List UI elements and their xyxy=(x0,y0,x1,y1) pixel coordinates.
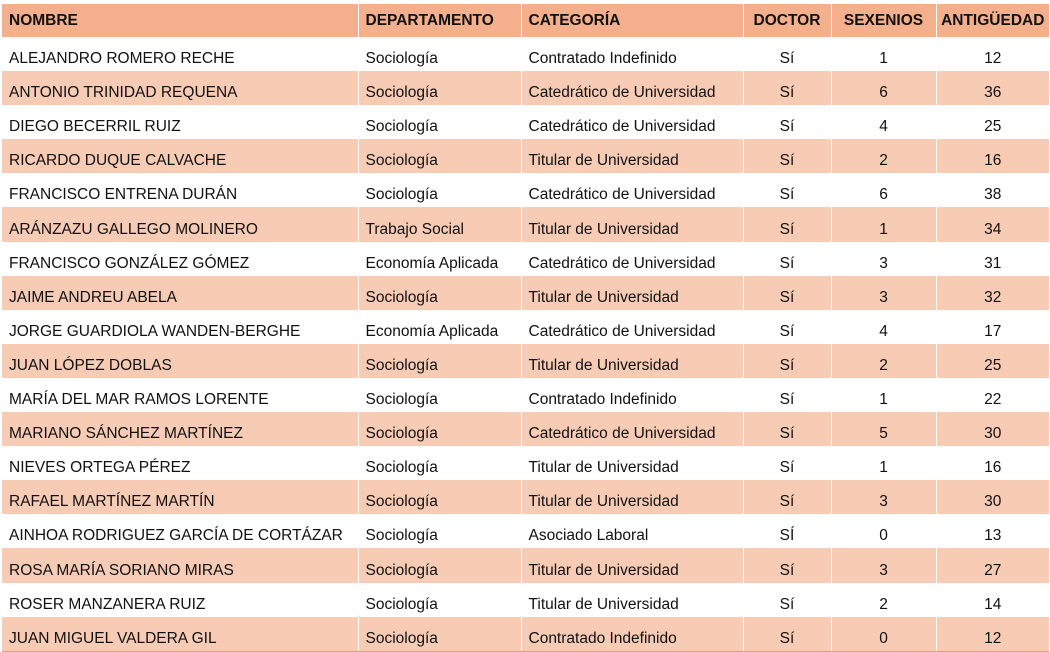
cell-categoria: Catedrático de Universidad xyxy=(521,310,743,344)
cell-categoria: Titular de Universidad xyxy=(521,276,743,310)
cell-sexenios: 5 xyxy=(831,412,936,446)
faculty-table xyxy=(2,4,1049,652)
cell-categoria: Catedrático de Universidad xyxy=(521,173,743,207)
table-body xyxy=(2,37,1049,651)
cell-sexenios: 6 xyxy=(831,71,936,105)
cell-sexenios: 3 xyxy=(831,548,936,582)
cell-sexenios: 3 xyxy=(831,480,936,514)
cell-nombre: AINHOA RODRIGUEZ GARCÍA DE CORTÁZAR xyxy=(2,514,358,548)
cell-categoria: Catedrático de Universidad xyxy=(521,412,743,446)
table-row xyxy=(2,207,1049,241)
table-row xyxy=(2,310,1049,344)
table-row xyxy=(2,514,1049,548)
cell-categoria: Catedrático de Universidad xyxy=(521,242,743,276)
cell-antiguedad: 14 xyxy=(936,583,1049,617)
cell-categoria: Titular de Universidad xyxy=(521,583,743,617)
cell-nombre: JORGE GUARDIOLA WANDEN-BERGHE xyxy=(2,310,358,344)
cell-departamento: Sociología xyxy=(358,71,521,105)
table-row xyxy=(2,344,1049,378)
cell-sexenios: 1 xyxy=(831,207,936,241)
cell-sexenios: 4 xyxy=(831,105,936,139)
cell-doctor: Sí xyxy=(743,37,831,71)
cell-departamento: Sociología xyxy=(358,139,521,173)
cell-sexenios: 3 xyxy=(831,276,936,310)
table-row xyxy=(2,242,1049,276)
cell-sexenios: 6 xyxy=(831,173,936,207)
cell-doctor: Sí xyxy=(743,583,831,617)
cell-sexenios: 4 xyxy=(831,310,936,344)
cell-nombre: ROSER MANZANERA RUIZ xyxy=(2,583,358,617)
cell-departamento: Sociología xyxy=(358,446,521,480)
cell-antiguedad: 12 xyxy=(936,617,1049,652)
cell-nombre: DIEGO BECERRIL RUIZ xyxy=(2,105,358,139)
cell-sexenios: 3 xyxy=(831,242,936,276)
cell-antiguedad: 13 xyxy=(936,514,1049,548)
cell-sexenios: 1 xyxy=(831,378,936,412)
cell-categoria: Asociado Laboral xyxy=(521,514,743,548)
cell-nombre: NIEVES ORTEGA PÉREZ xyxy=(2,446,358,480)
cell-categoria: Titular de Universidad xyxy=(521,139,743,173)
cell-doctor: Sí xyxy=(743,173,831,207)
cell-categoria: Contratado Indefinido xyxy=(521,617,743,652)
cell-nombre: RICARDO DUQUE CALVACHE xyxy=(2,139,358,173)
cell-nombre: MARÍA DEL MAR RAMOS LORENTE xyxy=(2,378,358,412)
cell-doctor: Sí xyxy=(743,344,831,378)
table-row xyxy=(2,446,1049,480)
cell-nombre: FRANCISCO GONZÁLEZ GÓMEZ xyxy=(2,242,358,276)
cell-categoria: Contratado Indefinido xyxy=(521,37,743,71)
cell-nombre: ROSA MARÍA SORIANO MIRAS xyxy=(2,548,358,582)
header-doctor: DOCTOR xyxy=(743,4,831,37)
table-row xyxy=(2,173,1049,207)
cell-doctor: Sí xyxy=(743,617,831,652)
cell-doctor: Sí xyxy=(743,105,831,139)
table-row xyxy=(2,378,1049,412)
cell-departamento: Sociología xyxy=(358,173,521,207)
cell-nombre: FRANCISCO ENTRENA DURÁN xyxy=(2,173,358,207)
header-departamento: DEPARTAMENTO xyxy=(358,4,521,37)
cell-sexenios: 2 xyxy=(831,344,936,378)
cell-departamento: Sociología xyxy=(358,548,521,582)
cell-departamento: Trabajo Social xyxy=(358,207,521,241)
cell-antiguedad: 25 xyxy=(936,105,1049,139)
header-categoria: CATEGORÍA xyxy=(521,4,743,37)
cell-departamento: Sociología xyxy=(358,378,521,412)
cell-sexenios: 2 xyxy=(831,583,936,617)
cell-doctor: Sí xyxy=(743,71,831,105)
cell-nombre: MARIANO SÁNCHEZ MARTÍNEZ xyxy=(2,412,358,446)
cell-doctor: Sí xyxy=(743,446,831,480)
cell-doctor: Sí xyxy=(743,276,831,310)
cell-doctor: Sí xyxy=(743,480,831,514)
table-row xyxy=(2,617,1049,652)
cell-antiguedad: 34 xyxy=(936,207,1049,241)
cell-departamento: Sociología xyxy=(358,37,521,71)
cell-sexenios: 1 xyxy=(831,37,936,71)
cell-doctor: Sí xyxy=(743,139,831,173)
cell-sexenios: 1 xyxy=(831,446,936,480)
cell-nombre: JAIME ANDREU ABELA xyxy=(2,276,358,310)
cell-departamento: Economía Aplicada xyxy=(358,242,521,276)
cell-departamento: Sociología xyxy=(358,583,521,617)
cell-nombre: ALEJANDRO ROMERO RECHE xyxy=(2,37,358,71)
cell-antiguedad: 30 xyxy=(936,412,1049,446)
cell-departamento: Sociología xyxy=(358,480,521,514)
cell-antiguedad: 12 xyxy=(936,37,1049,71)
cell-nombre: ANTONIO TRINIDAD REQUENA xyxy=(2,71,358,105)
cell-nombre: JUAN LÓPEZ DOBLAS xyxy=(2,344,358,378)
cell-antiguedad: 27 xyxy=(936,548,1049,582)
cell-sexenios: 0 xyxy=(831,617,936,652)
table-row xyxy=(2,139,1049,173)
cell-nombre: RAFAEL MARTÍNEZ MARTÍN xyxy=(2,480,358,514)
cell-doctor: Sí xyxy=(743,207,831,241)
cell-categoria: Titular de Universidad xyxy=(521,344,743,378)
cell-antiguedad: 32 xyxy=(936,276,1049,310)
cell-antiguedad: 16 xyxy=(936,446,1049,480)
cell-categoria: Titular de Universidad xyxy=(521,548,743,582)
header-row xyxy=(2,4,1049,37)
cell-antiguedad: 31 xyxy=(936,242,1049,276)
cell-doctor: Sí xyxy=(743,378,831,412)
table-row xyxy=(2,480,1049,514)
cell-categoria: Titular de Universidad xyxy=(521,480,743,514)
cell-categoria: Titular de Universidad xyxy=(521,207,743,241)
header-antiguedad: ANTIGÜEDAD xyxy=(936,4,1049,37)
cell-categoria: Catedrático de Universidad xyxy=(521,105,743,139)
header-nombre: NOMBRE xyxy=(2,4,358,37)
table-row xyxy=(2,583,1049,617)
cell-antiguedad: 30 xyxy=(936,480,1049,514)
table-row xyxy=(2,548,1049,582)
cell-categoria: Titular de Universidad xyxy=(521,446,743,480)
cell-antiguedad: 38 xyxy=(936,173,1049,207)
cell-departamento: Sociología xyxy=(358,412,521,446)
cell-categoria: Catedrático de Universidad xyxy=(521,71,743,105)
cell-doctor: Sí xyxy=(743,310,831,344)
cell-nombre: ARÁNZAZU GALLEGO MOLINERO xyxy=(2,207,358,241)
table-row xyxy=(2,276,1049,310)
header-sexenios: SEXENIOS xyxy=(831,4,936,37)
cell-departamento: Sociología xyxy=(358,617,521,652)
cell-categoria: Contratado Indefinido xyxy=(521,378,743,412)
cell-doctor: SÍ xyxy=(743,514,831,548)
cell-departamento: Sociología xyxy=(358,276,521,310)
cell-departamento: Sociología xyxy=(358,344,521,378)
table-row xyxy=(2,412,1049,446)
cell-sexenios: 0 xyxy=(831,514,936,548)
cell-doctor: Sí xyxy=(743,548,831,582)
cell-departamento: Sociología xyxy=(358,514,521,548)
cell-departamento: Sociología xyxy=(358,105,521,139)
cell-antiguedad: 36 xyxy=(936,71,1049,105)
cell-antiguedad: 25 xyxy=(936,344,1049,378)
cell-doctor: Sí xyxy=(743,412,831,446)
table-row xyxy=(2,71,1049,105)
table-row xyxy=(2,105,1049,139)
cell-doctor: Sí xyxy=(743,242,831,276)
cell-nombre: JUAN MIGUEL VALDERA GIL xyxy=(2,617,358,652)
cell-antiguedad: 17 xyxy=(936,310,1049,344)
cell-sexenios: 2 xyxy=(831,139,936,173)
cell-antiguedad: 22 xyxy=(936,378,1049,412)
cell-antiguedad: 16 xyxy=(936,139,1049,173)
cell-departamento: Economía Aplicada xyxy=(358,310,521,344)
table-row xyxy=(2,37,1049,71)
